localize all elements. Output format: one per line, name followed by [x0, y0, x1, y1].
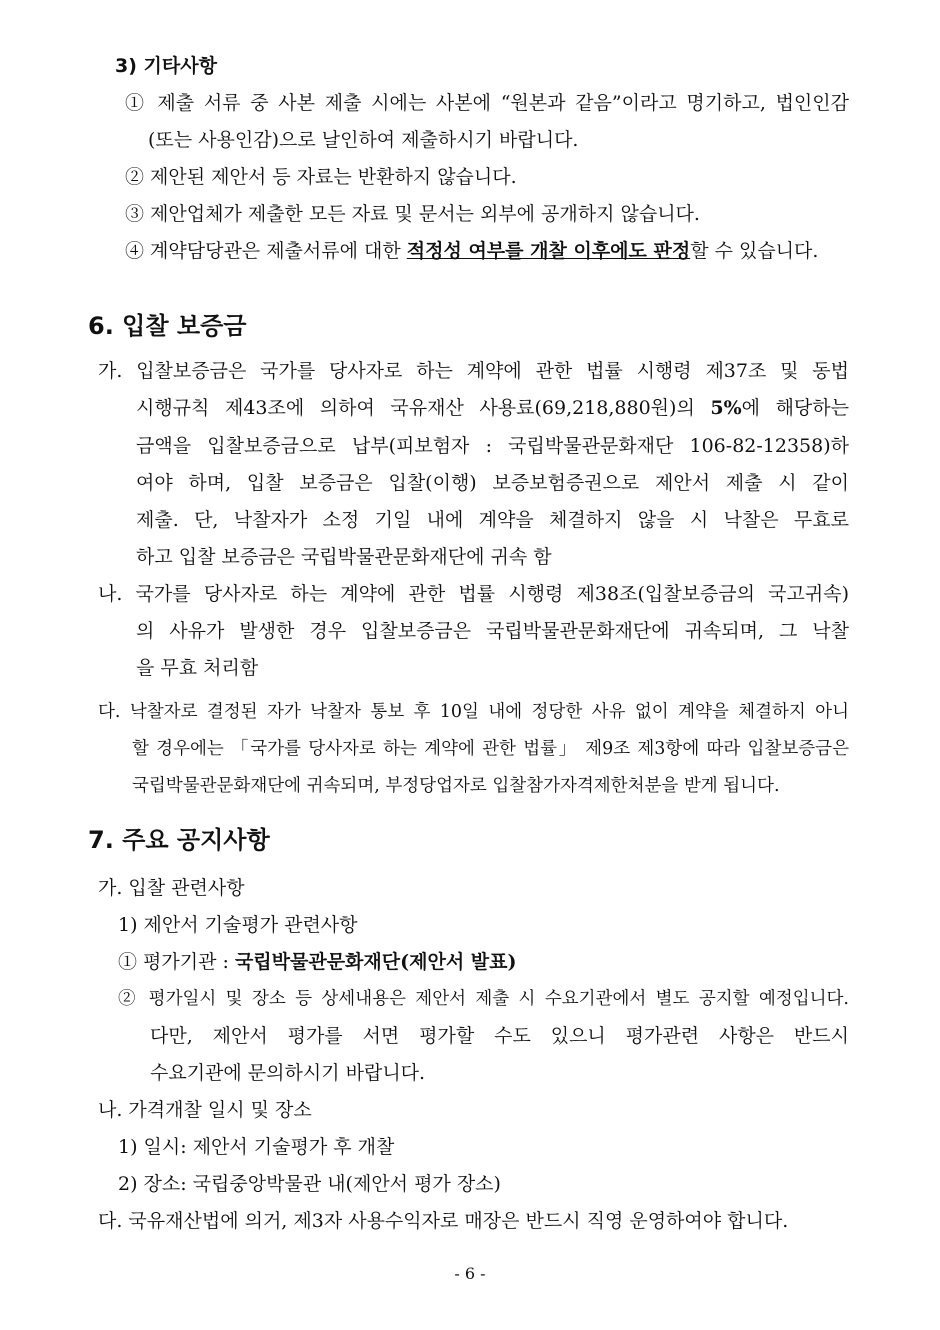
notice-da: 다. 국유재산법에 의거, 제3자 사용수익자로 매장은 반드시 직영 운영하여야 합니다.: [98, 1210, 789, 1232]
bond-da-line-1: 다. 낙찰자로 결정된 자가 낙찰자 통보 후 10일 내에 정당한 사유 없이 계약을 체결하지 아니: [98, 702, 849, 722]
evaluation-agency: 국립박물관문화재단(제안서 발표): [234, 951, 517, 973]
notice-ga-1-item-1-label: ① 평가기관 :: [118, 951, 235, 973]
bond-ga-line-1: 가. 입찰보증금은 국가를 당사자로 하는 계약에 관한 법률 시행령 제37조 및 동법: [98, 360, 849, 382]
notice-ga-1-item-2-line-1: ② 평가일시 및 장소 등 상세내용은 제안서 제출 시 수요기관에서 별도 공지할 예정입니다.: [118, 989, 849, 1009]
bond-ga-line-2: [136, 396, 849, 420]
bond-ga-line-4: 여야 하며, 입찰 보증금은 입찰(이행) 보증보험증권으로 제안서 제출 시 같이: [136, 472, 849, 494]
section-title-bid-bond: 6. 입찰 보증금: [88, 312, 247, 340]
bond-ga-line-2-tail: 에 해당하는: [741, 397, 849, 419]
bond-da-line-3: 국립박물관문화재단에 귀속되며, 부정당업자로 입찰참가자격제한처분을 받게 됩니다.: [132, 776, 780, 796]
note-item-4: [125, 239, 818, 263]
notice-ga-1: 1) 제안서 기술평가 관련사항: [118, 914, 358, 936]
bond-ga-line-6: 하고 입찰 보증금은 국립박물관문화재단에 귀속 함: [136, 546, 552, 568]
note-item-1-line-2: (또는 사용인감)으로 날인하여 제출하시기 바랍니다.: [148, 129, 579, 151]
bond-ga-line-3: 금액을 입찰보증금으로 납부(피보험자 : 국립박물관문화재단 106-82-12358)하: [136, 435, 849, 457]
notice-na-1: 1) 일시: 제안서 기술평가 후 개찰: [118, 1136, 395, 1158]
note-item-3: ③ 제안업체가 제출한 모든 자료 및 문서는 외부에 공개하지 않습니다.: [125, 203, 700, 225]
bond-na-line-3: 을 무효 처리함: [136, 657, 259, 679]
bond-na-line-2: 의 사유가 발생한 경우 입찰보증금은 국립박물관문화재단에 귀속되며, 그 낙찰: [136, 620, 849, 642]
bond-rate: 5%: [710, 397, 742, 419]
page-number: - 6 -: [454, 1264, 486, 1283]
note-item-4-emphasis: 적정성 여부를 개찰 이후에도 판정: [406, 240, 691, 262]
note-item-1-line-1: ① 제출 서류 중 사본 제출 시에는 사본에 “원본과 같음”이라고 명기하고, 법인인감: [125, 92, 849, 114]
note-item-2: ② 제안된 제안서 등 자료는 반환하지 않습니다.: [125, 166, 517, 188]
section-title-notices: 7. 주요 공지사항: [88, 826, 270, 854]
notice-ga-1-item-2-line-2: 다만, 제안서 평가를 서면 평가할 수도 있으니 평가관련 사항은 반드시: [150, 1025, 849, 1047]
notice-ga: 가. 입찰 관련사항: [98, 877, 245, 899]
notice-na-2: 2) 장소: 국립중앙박물관 내(제안서 평가 장소): [118, 1173, 501, 1195]
bond-da-line-2: 할 경우에는 「국가를 당사자로 하는 계약에 관한 법률」 제9조 제3항에 따라 입찰보증금은: [132, 739, 849, 759]
subsection-heading: 3) 기타사항: [115, 55, 217, 77]
bond-ga-line-5: 제출. 단, 낙찰자가 소정 기일 내에 계약을 체결하지 않을 시 낙찰은 무효로: [136, 509, 849, 531]
notice-na: 나. 가격개찰 일시 및 장소: [98, 1099, 312, 1121]
notice-ga-1-item-2-line-3: 수요기관에 문의하시기 바랍니다.: [150, 1062, 426, 1084]
bond-na-line-1: 나. 국가를 당사자로 하는 계약에 관한 법률 시행령 제38조(입찰보증금의 국고귀속): [98, 583, 849, 605]
bond-ga-line-2-text: 시행규칙 제43조에 의하여 국유재산 사용료(69,218,880원)의: [136, 397, 711, 419]
notice-ga-1-item-1: [118, 950, 517, 974]
note-item-4-text: ④ 계약담당관은 제출서류에 대한: [125, 240, 407, 262]
note-item-4-tail: 할 수 있습니다.: [690, 240, 819, 262]
